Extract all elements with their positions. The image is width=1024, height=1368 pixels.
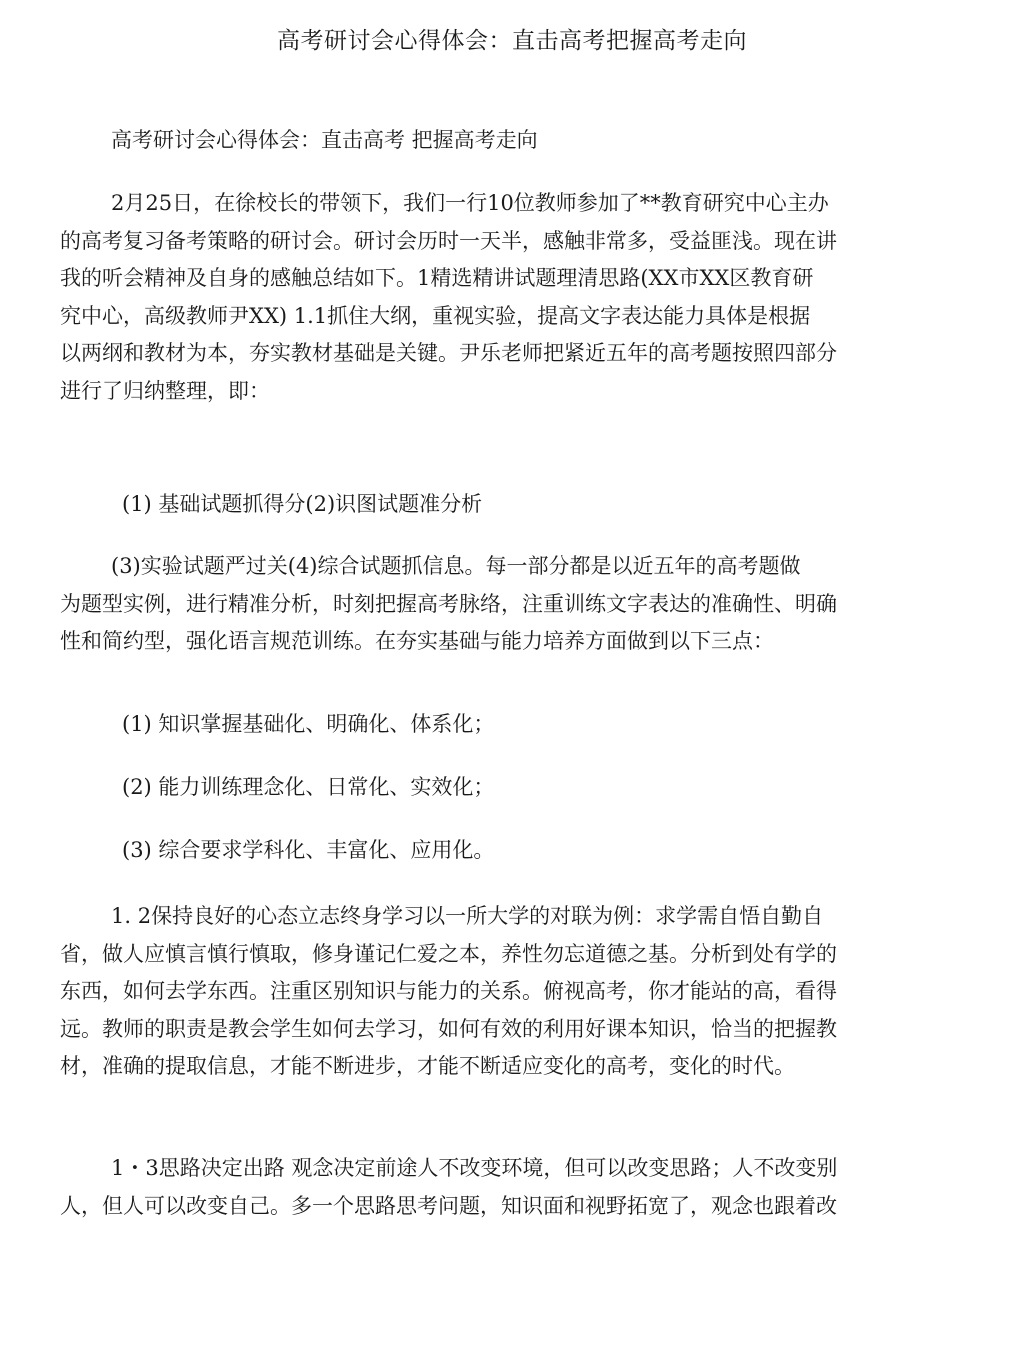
document-title: 高考研讨会心得体会：直击高考把握高考走向 <box>277 28 747 54</box>
text-line: 远。教师的职责是教会学生如何去学习，如何有效的利用好课本知识，恰当的把握教 <box>60 1016 837 1041</box>
question-types-line: (1) 基础试题抓得分(2)识图试题准分析 <box>122 492 483 516</box>
text-line: 进行了归纳整理，即： <box>60 378 270 403</box>
text-line: 究中心，高级教师尹XX) 1.1抓住大纲，重视实验，提高文字表达能力具体是根据 <box>60 303 811 328</box>
document-subtitle: 高考研讨会心得体会：直击高考 把握高考走向 <box>111 128 538 152</box>
text-line: 省，做人应慎言慎行慎取，修身谨记仁爱之本，养性勿忘道德之基。分析到处有学的 <box>60 941 837 966</box>
point-item: (2) 能力训练理念化、日常化、实效化； <box>122 775 495 799</box>
text-line: 1・3思路决定出路 观念决定前途人不改变环境，但可以改变思路；人不改变别 <box>111 1156 838 1180</box>
text-line: 我的听会精神及自身的感触总结如下。1精选精讲试题理清思路(XX市XX区教育研 <box>60 266 814 290</box>
text-line: 1. 2保持良好的心态立志终身学习以一所大学的对联为例：求学需自悟自勤自 <box>111 904 824 928</box>
paragraph-intro <box>60 185 922 410</box>
point-item: (1) 知识掌握基础化、明确化、体系化； <box>122 712 495 736</box>
text-line: 性和简约型，强化语言规范训练。在夯实基础与能力培养方面做到以下三点： <box>60 629 774 653</box>
paragraph-thinking <box>60 1150 922 1225</box>
paragraph-attitude <box>60 898 922 1086</box>
text-line: 为题型实例，进行精准分析，时刻把握高考脉络，注重训练文字表达的准确性、明确 <box>60 591 837 616</box>
text-line: (3)实验试题严过关(4)综合试题抓信息。每一部分都是以近五年的高考题做 <box>111 554 801 578</box>
text-line: 材，准确的提取信息，才能不断进步，才能不断适应变化的高考，变化的时代。 <box>60 1054 795 1078</box>
text-line: 以两纲和教材为本，夯实教材基础是关键。尹乐老师把紧近五年的高考题按照四部分 <box>60 341 837 365</box>
text-line: 2月25日，在徐校长的带领下，我们一行10位教师参加了**教育研究中心主办 <box>111 191 829 215</box>
text-line: 人，但人可以改变自己。多一个思路思考问题，知识面和视野拓宽了，观念也跟着改 <box>60 1193 837 1218</box>
point-item: (3) 综合要求学科化、丰富化、应用化。 <box>122 838 495 862</box>
text-line: 的高考复习备考策略的研讨会。研讨会历时一天半，感触非常多，受益匪浅。现在讲 <box>60 228 837 253</box>
text-line: 东西，如何去学东西。注重区别知识与能力的关系。俯视高考，你才能站的高，看得 <box>60 979 837 1003</box>
paragraph-analysis <box>60 548 922 661</box>
